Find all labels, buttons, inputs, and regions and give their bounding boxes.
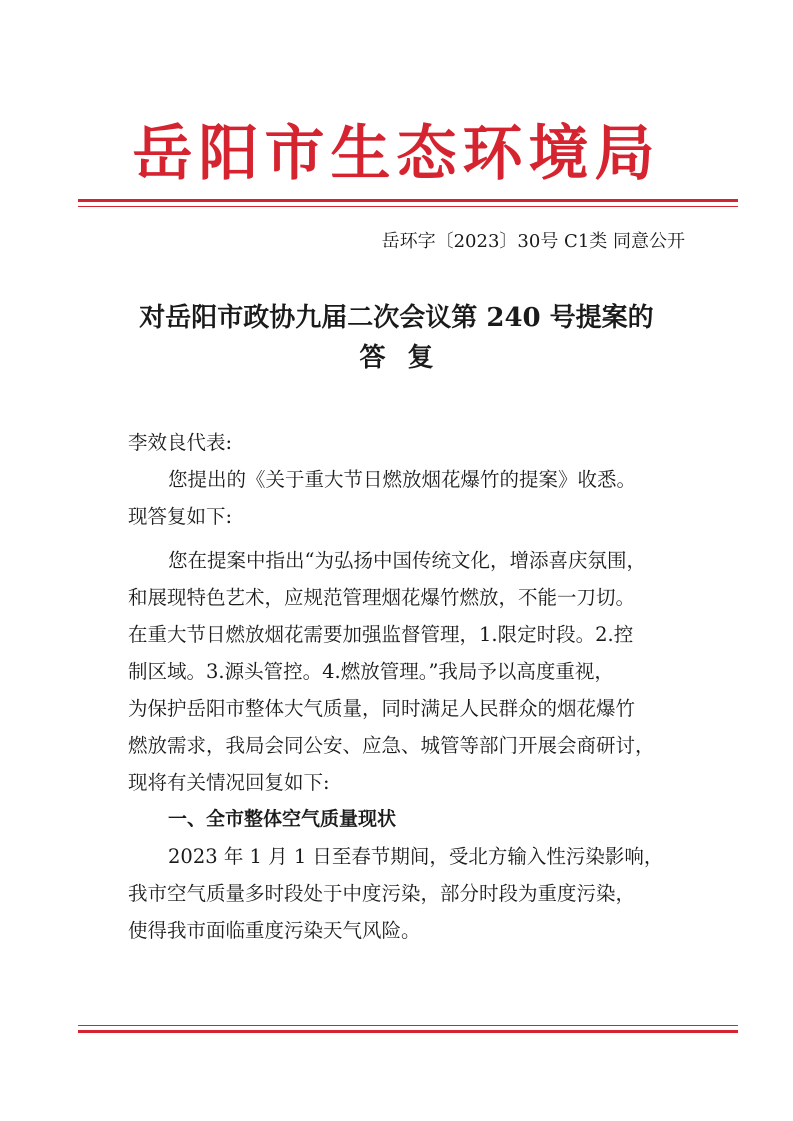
agency-letterhead: 岳阳市生态环境局 bbox=[132, 119, 661, 189]
document-body bbox=[128, 424, 688, 949]
paragraph-2-line: 燃放需求，我局会同公安、应急、城管等部门开展会商研讨， bbox=[128, 734, 655, 757]
paragraph-2-line: 为保护岳阳市整体大气质量，同时满足人民群众的烟花爆竹 bbox=[128, 697, 636, 720]
document-title-line2: 答复 bbox=[359, 343, 456, 373]
section-1-line: 使得我市面临重度污染天气风险。 bbox=[128, 919, 421, 942]
section-1-line: 2023 年 1 月 1 日至春节期间，受北方输入性污染影响， bbox=[168, 845, 664, 868]
footer-rule-thick bbox=[78, 1030, 738, 1033]
document-number: 岳环字〔2023〕30号 C1类 同意公开 bbox=[381, 231, 685, 252]
paragraph-1-line: 现答复如下: bbox=[128, 505, 233, 528]
footer-rule-thin bbox=[78, 1025, 738, 1026]
paragraph-2-line: 和展现特色艺术，应规范管理烟花爆竹燃放，不能一刀切。 bbox=[128, 586, 636, 609]
paragraph-1-line: 您提出的《关于重大节日燃放烟花爆竹的提案》收悉。 bbox=[168, 468, 637, 491]
paragraph-2-line: 您在提案中指出“为弘扬中国传统文化，增添喜庆氛围， bbox=[168, 549, 646, 572]
letterhead-rule-thick bbox=[78, 199, 738, 202]
section-1-heading: 一、全市整体空气质量现状 bbox=[168, 808, 397, 830]
paragraph-2-line: 制区域。3.源头管控。4.燃放管理。”我局予以高度重视， bbox=[128, 660, 614, 683]
paragraph-2-line: 在重大节日燃放烟花需要加强监督管理，1.限定时段。2.控 bbox=[128, 623, 634, 646]
paragraph-2-line: 现将有关情况回复如下: bbox=[128, 771, 330, 794]
section-1-line: 我市空气质量多时段处于中度污染，部分时段为重度污染， bbox=[128, 882, 636, 905]
salutation: 李效良代表: bbox=[128, 431, 233, 454]
document-title-line1: 对岳阳市政协九届二次会议第 240 号提案的 bbox=[139, 303, 654, 333]
letterhead-rule-thin bbox=[78, 206, 738, 207]
